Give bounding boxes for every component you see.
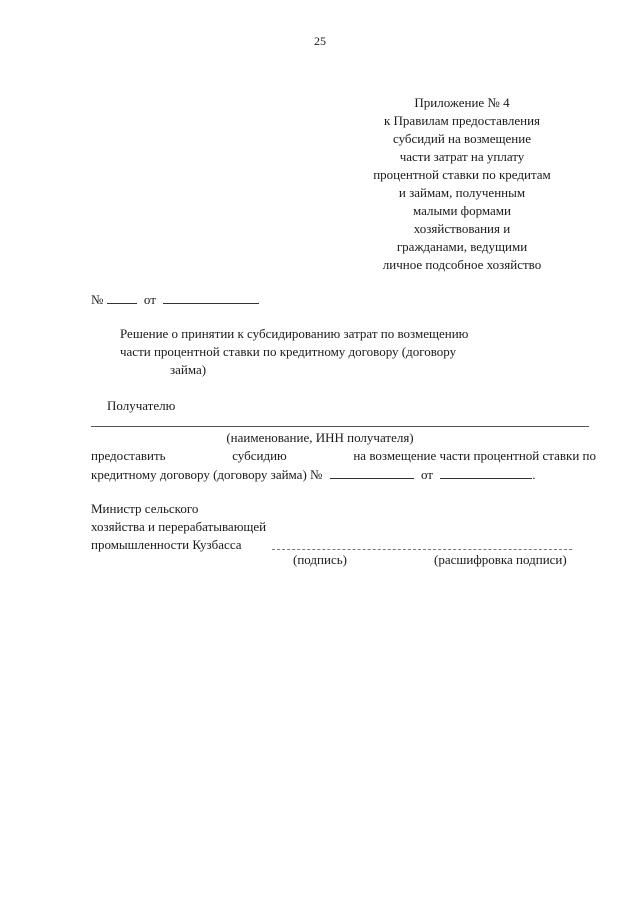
minister-line: Министр сельского	[91, 501, 199, 516]
appendix-line: и займам, полученным	[398, 185, 526, 200]
minister-title	[91, 500, 266, 554]
appendix-line: части затрат на уплату	[399, 149, 525, 164]
signature-decoding-hint: (расшифровка подписи)	[434, 552, 567, 567]
appendix-line: Приложение № 4	[414, 95, 510, 110]
signature-line	[272, 549, 572, 550]
body-line-2	[91, 466, 535, 483]
number-blank	[107, 291, 137, 304]
date-label: от	[143, 292, 156, 307]
contract-number-blank	[330, 466, 414, 479]
appendix-line: личное подсобное хозяйство	[382, 257, 542, 272]
minister-line: промышленности Кузбасса	[91, 537, 242, 552]
appendix-line: малыми формами	[413, 203, 511, 218]
body-word: на возмещение части процентной ставки по	[353, 448, 596, 463]
number-label: №	[91, 292, 104, 307]
appendix-line: гражданами, ведущими	[396, 239, 528, 254]
title-line: части процентной ставки по кредитному договору (договору	[120, 344, 457, 359]
page-number: 25	[314, 34, 326, 48]
signature-hint: (подпись)	[293, 552, 347, 567]
appendix-line: хозяйствования и	[413, 221, 511, 236]
body-from-label: от	[420, 467, 433, 482]
recipient-label: Получателю	[107, 398, 176, 413]
contract-date-blank	[440, 466, 532, 479]
decision-number-row	[91, 291, 259, 308]
decision-title	[120, 325, 540, 379]
body-word: предоставить	[91, 448, 166, 463]
title-line: Решение о принятии к субсидированию затрат по возмещению	[120, 326, 469, 341]
recipient-name-line	[91, 426, 589, 427]
body-period: .	[532, 467, 536, 482]
title-line: займа)	[170, 362, 207, 377]
appendix-header	[352, 94, 572, 274]
appendix-line: субсидий на возмещение	[393, 131, 531, 146]
body-text: кредитному договору (договору займа) №	[91, 467, 323, 482]
body-word: субсидию	[232, 448, 287, 463]
appendix-line: к Правилам предоставления	[383, 113, 541, 128]
appendix-line: процентной ставки по кредитам	[373, 167, 551, 182]
minister-line: хозяйства и перерабатывающей	[91, 519, 267, 534]
date-blank	[163, 291, 259, 304]
body-line-1	[91, 448, 596, 464]
recipient-hint: (наименование, ИНН получателя)	[226, 430, 414, 445]
